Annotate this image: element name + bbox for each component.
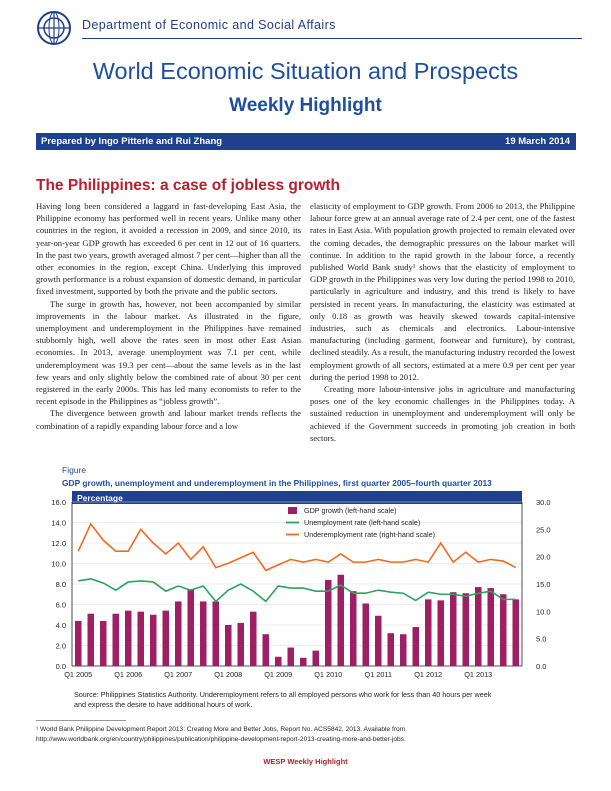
gdp-bar [213,601,220,666]
right-tick-label: 20.0 [536,552,551,562]
x-tick-label: Q1 2011 [364,670,392,679]
gdp-bar [350,591,357,666]
footnote: ¹ World Bank Philippine Development Report 2013: Creating More and Better Jobs, Report No. ACS5842, 2013. Available from http://www.worldbank.org/en/country/philippines/publication/philippine-development-report-2013-creating-more-and-better-jobs. [36,726,406,743]
x-tick-label: Q1 2012 [414,670,443,679]
gdp-bar [125,611,132,666]
gdp-bar [138,612,145,666]
left-tick-label: 14.0 [51,518,66,528]
figure-label: Figure [62,465,87,475]
gdp-bar [100,621,107,666]
legend-unemployment-label: Unemployment rate (left-hand scale) [304,518,421,527]
paragraph: Creating more labour-intensive jobs in agriculture and manufacturing poses one of the key economic challenges in the Philippines today. A sustained reduction in unemployment and underemployment will only be achieved if the Government succeeds in promoting job creation in both sectors. [310,384,575,443]
gdp-bar [88,614,95,666]
department-name: Department of Economic and Social Affairs [82,18,336,32]
page-footer: WESP Weekly Highlight [263,757,348,766]
gdp-bar [500,594,507,666]
x-tick-label: Q1 2008 [214,670,243,679]
y-axis-label: Percentage [77,493,123,503]
gdp-bar [150,615,157,666]
gdp-bar [338,575,345,666]
gdp-bar [313,651,320,666]
gdp-bar [75,621,82,666]
left-tick-label: 16.0 [51,498,66,507]
gdp-bar [413,627,420,666]
x-tick-label: Q1 2009 [264,670,293,679]
publication-date: 19 March 2014 [505,136,570,147]
gdp-bar [188,589,195,666]
left-tick-label: 0.0 [55,662,66,671]
gdp-bar [325,580,332,666]
gdp-bar [175,601,182,666]
right-tick-label: 0.0 [536,662,547,671]
author-banner [36,133,576,150]
figure-source: Source: Philippines Statistics Authority. Underemployment refers to all employed persons who work for less than 40 hours per week and express the desire to have additional hours of work. [74,690,492,709]
left-tick-label: 2.0 [55,641,66,651]
left-tick-label: 10.0 [51,559,66,569]
gdp-bar [300,658,307,666]
left-column [36,200,301,432]
right-tick-label: 25.0 [536,525,551,535]
publication-title: World Economic Situation and Prospects [92,58,519,84]
paragraph: The divergence between growth and labour market trends reflects the combination of a rapidly expanding labour force and a low [36,408,301,431]
legend-underemployment-label: Underemployment rate (right-hand scale) [304,530,436,539]
gdp-bar [400,634,407,666]
article-title: The Philippines: a case of jobless growth [36,177,341,194]
gdp-bar [475,587,482,666]
gdp-bar [225,625,232,666]
gdp-bar [250,612,257,666]
gdp-bar [388,633,395,666]
header-rule [82,38,582,39]
right-tick-label: 15.0 [536,580,551,589]
legend-gdp-swatch [288,507,297,514]
gdp-bar [363,603,370,666]
left-tick-label: 12.0 [51,539,66,548]
gdp-bar [425,599,432,666]
gdp-bar [288,648,295,666]
right-tick-label: 5.0 [536,634,547,644]
gdp-bar [438,600,445,666]
gdp-bar [488,588,495,666]
gdp-bar [113,614,120,666]
legend-gdp-label: GDP growth (left-hand scale) [304,506,397,515]
gdp-bar [450,592,457,666]
x-tick-label: Q1 2005 [64,670,93,679]
left-tick-label: 8.0 [55,580,66,589]
left-tick-label: 4.0 [55,621,66,630]
right-tick-label: 10.0 [536,607,551,617]
footnote-rule [36,720,126,721]
un-emblem-icon [36,10,72,46]
paragraph: elasticity of employment to GDP growth. From 2006 to 2013, the Philippine labour force grew at an annual average rate of 2.4 per cent, one of the fastest rates in East Asia. With population growth projected to remain elevated over the coming decades, the demographic pressures on the labour market will continue. In addition to the rapid growth in the labour force, a recently published World Bank study¹ shows that the elasticity of employment to GDP growth in the Philippines was very low during the period 1998 to 2010, particularly in agriculture and industry, and this trend is likely to have persisted in recent years. In manufacturing, the elasticity was estimated at only 0.18 as growth was heavily skewed towards capital-intensive industries, such as chemicals and electronics. Labour-intensive manufacturing (including garment, footwear and furniture), by contrast, declined steadily. As a result, the manufacturing industry recorded the lowest employment growth of all sectors, estimated at a mere 0.9 per cent per year during the period 1998 to 2012. [310,201,575,382]
authors: Prepared by Ingo Pitterle and Rui Zhang [41,136,223,147]
x-tick-label: Q1 2013 [464,670,493,679]
gdp-bar [463,593,470,666]
right-column [310,200,575,444]
gdp-bar [513,599,520,666]
gdp-bar [275,657,282,666]
gdp-bar [263,634,270,666]
gdp-bar [375,616,382,666]
gdp-bar [163,611,170,666]
x-tick-label: Q1 2006 [114,670,143,679]
paragraph: The surge in growth has, however, not been accompanied by similar improvements in the labour market. As illustrated in the figure, unemployment and underemployment in the Philippines have remained stubbornly high, well above the rates seen in most other East Asian economies. In 2013, average unemployment was 7.1 per cent, while underemployment was 19.3 per cent—about the same levels as in the last few years and only slightly below the combined rate of about 30 per cent registered in the early 2000s. This has led many economists to refer to the recent episode in the Philippines as “jobless growth”. [36,298,301,407]
x-tick-label: Q1 2010 [314,670,343,679]
publication-subtitle: Weekly Highlight [229,95,382,116]
x-tick-label: Q1 2007 [164,670,193,679]
left-tick-label: 6.0 [55,600,66,610]
figure-title: GDP growth, unemployment and underemployment in the Philippines, first quarter 2005–fourth quarter 2013 [62,478,492,488]
gdp-bar [200,601,207,666]
right-tick-label: 30.0 [536,498,551,507]
paragraph: Having long been considered a laggard in fast-developing East Asia, the Philippine economy has performed well in recent years. Unlike many other countries in the region, it avoided a recession in 2009, and since 2010, its year-on-year GDP growth has exceeded 6 per cent in 12 out of 16 quarters. In the past two years, growth averaged almost 7 per cent—higher than all the other economies in the region, except China. Underlying this improved growth performance is a robust expansion of domestic demand, in particular fixed investment, supported by both the private and the public sectors. [36,201,301,297]
gdp-bar [238,623,245,666]
chart [0,489,611,689]
